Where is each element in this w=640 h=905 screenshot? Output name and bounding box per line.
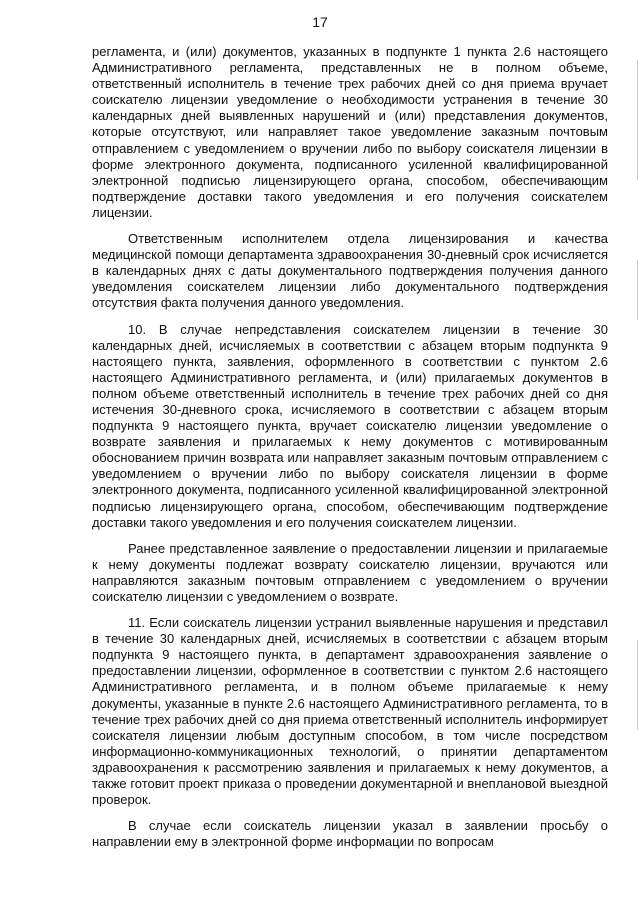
paragraph-continuation: регламента, и (или) документов, указанных в подпункте 1 пункта 2.6 настоящего Административного регламента, представленных не в полном объеме, ответственный исполнитель в течение трех рабочих дней со дня приема вручает соискателю лицензии уведомление о необходимости устранения в течение 30 календарных дней выявленных нарушений и (или) представления документов, которые отсутствуют, или направляет такое уведомление заказным почтовым отправлением с уведомлением о вручении либо по выбору соискателя лицензии в форме электронного документа, подписанного усиленной квалифицированной электронной подписью лицензирующего органа, способом, обеспечивающим подтверждение доставки такого уведомления и его получения соискателем лицензии. (92, 44, 608, 220)
paragraph-electronic-request: В случае если соискатель лицензии указал в заявлении просьбу о направлении ему в электронной форме информации по вопросам (92, 818, 608, 850)
scan-edge-mark (637, 60, 638, 180)
scan-edge-mark (637, 640, 638, 730)
document-body (92, 44, 608, 850)
paragraph-item-11: 11. Если соискатель лицензии устранил выявленные нарушения и представил в течение 30 календарных дней, исчисляемых в соответствии с абзацем вторым подпункта 9 настоящего пункта, в департамент здравоохранения заявление о предоставлении лицензии, оформленное в соответствии с пунктом 2.6 настоящего Административного регламента, и в полном объеме прилагаемые к нему документы, указанные в пункте 2.6 настоящего Административного регламента, то в течение трех рабочих дней со дня приема ответственный исполнитель информирует соискателя лицензии любым доступным способом, в том числе посредством информационно-коммуникационных технологий, о принятии департаментом здравоохранения к рассмотрению заявления и прилагаемых к нему документов, а также готовит проект приказа о проведении документарной и внеплановой выездной проверок. (92, 615, 608, 808)
page-number: 17 (312, 14, 328, 30)
scan-edge-mark (637, 260, 638, 320)
paragraph-30-day-term: Ответственным исполнителем отдела лицензирования и качества медицинской помощи департамента здравоохранения 30-дневный срок исчисляется в календарных днях с даты документального подтверждения получения данного уведомления соискателем лицензии либо документального подтверждения отсутствия факта получения данного уведомления. (92, 231, 608, 311)
paragraph-return-documents: Ранее представленное заявление о предоставлении лицензии и прилагаемые к нему документы подлежат возврату соискателю лицензии, вручаются или направляются заказным почтовым отправлением с уведомлением о вручении соискателю лицензии с уведомлением о возврате. (92, 540, 608, 604)
paragraph-item-10: 10. В случае непредставления соискателем лицензии в течение 30 календарных дней, исчисляемых в соответствии с абзацем вторым подпункта 9 настоящего пункта, заявления, оформленного в соответствии с пунктом 2.6 настоящего Административного регламента, и (или) прилагаемых документов в полном объеме ответственный исполнитель в течение трех рабочих дней со дня истечения 30-дневного срока, исчисляемого в соответствии с абзацем вторым подпункта 9 настоящего пункта, вручает соискателю лицензии уведомление о возврате заявления и прилагаемых к нему документов с мотивированным обоснованием причин возврата или направляет заказным почтовым отправлением с уведомлением о вручении либо по выбору соискателя лицензии в форме электронного документа, подписанного усиленной квалифицированной электронной подписью лицензирующего органа, способом, обеспечивающим подтверждение доставки такого уведомления и его получения соискателем лицензии. (92, 321, 608, 530)
